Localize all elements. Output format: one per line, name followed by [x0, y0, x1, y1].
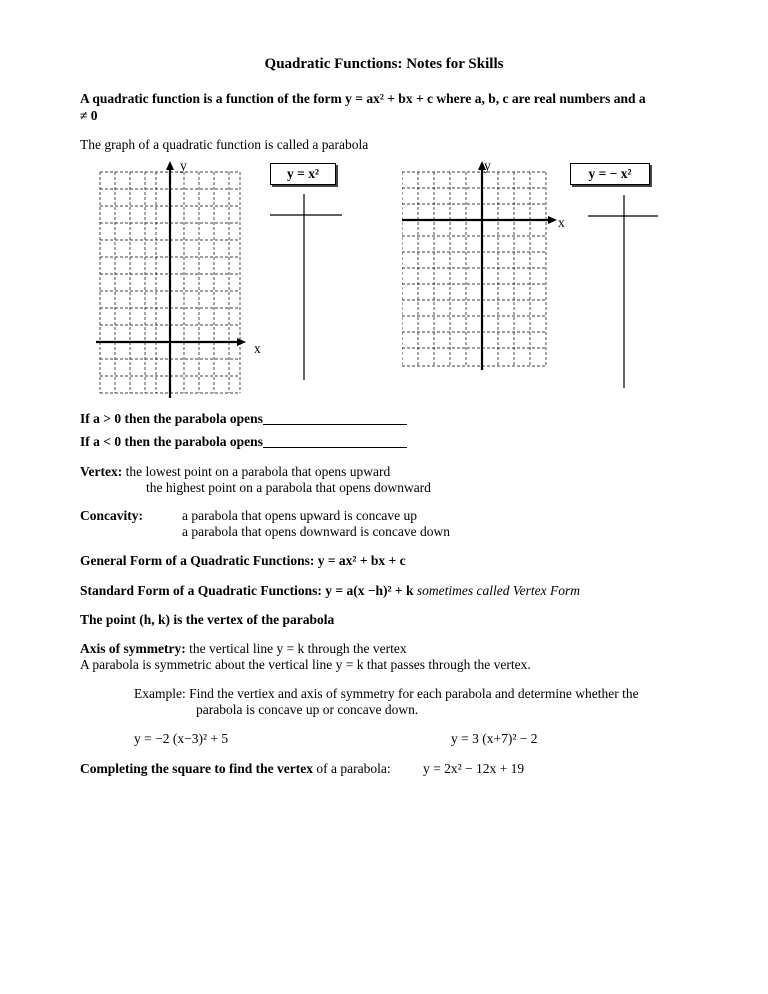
- completing-label: Completing the square to find the vertex: [80, 761, 313, 776]
- graph-2-table-sketch: [588, 192, 668, 392]
- graph-2-y-label: y: [484, 158, 491, 173]
- definition-line-2: ≠ 0: [80, 108, 98, 123]
- graph-2-equation-box: [570, 163, 650, 185]
- axis-def: [80, 641, 407, 657]
- graph-1-table-sketch: [270, 192, 350, 382]
- example-equation-2: y = 3 (x+7)² − 2: [451, 731, 538, 746]
- graph-2-grid: [402, 158, 562, 373]
- vertex-text-1: the lowest point on a parabola that opens upward: [125, 464, 391, 479]
- graph-2-x-label: x: [558, 215, 565, 230]
- opens-positive: [80, 411, 407, 427]
- concavity-def-1: a parabola that opens upward is concave up: [182, 508, 418, 523]
- graph-1-y-label: y: [180, 158, 187, 173]
- graph-intro: The graph of a quadratic function is called a parabola: [80, 137, 369, 152]
- example-line-1: Example: Find the vertiex and axis of symmetry for each parabola and determine whether the: [134, 686, 639, 701]
- graph-1-equation: y = x²: [287, 166, 319, 181]
- standard-form-text: Standard Form of a Quadratic Functions: y = a(x −h)² + k: [80, 583, 414, 598]
- axis-line-2: A parabola is symmetric about the vertical line y = k that passes through the vertex.: [80, 657, 531, 672]
- axis-text: the vertical line y = k through the vertex: [189, 641, 407, 656]
- completing-equation: y = 2x² − 12x + 19: [423, 761, 525, 776]
- graph-1-grid: [96, 158, 246, 398]
- opens-negative-blank[interactable]: [263, 435, 407, 448]
- vertex-def-2: the highest point on a parabola that opens downward: [146, 480, 431, 495]
- standard-form: [80, 583, 580, 599]
- example-equation-1: y = −2 (x−3)² + 5: [134, 731, 229, 746]
- graph-1-equation-box: [270, 163, 336, 185]
- vertex-def-1: [80, 464, 390, 480]
- example-line-2: parabola is concave up or concave down.: [196, 702, 419, 717]
- vertex-point-statement: The point (h, k) is the vertex of the parabola: [80, 612, 335, 627]
- page-title: Quadratic Functions: Notes for Skills: [264, 56, 504, 72]
- opens-negative-text: If a < 0 then the parabola opens: [80, 434, 263, 449]
- graph-1-x-label: x: [254, 341, 261, 356]
- opens-positive-blank[interactable]: [263, 412, 407, 425]
- general-form: General Form of a Quadratic Functions: y = ax² + bx + c: [80, 553, 406, 568]
- opens-positive-text: If a > 0 then the parabola opens: [80, 411, 263, 426]
- graph-2-equation: y = − x²: [588, 166, 632, 181]
- standard-form-note: sometimes called Vertex Form: [416, 583, 580, 598]
- opens-negative: [80, 434, 407, 450]
- vertex-term: Vertex:: [80, 464, 123, 479]
- concavity-def-2: a parabola that opens downward is concave down: [182, 524, 451, 539]
- axis-term: Axis of symmetry:: [80, 641, 186, 656]
- concavity-term: Concavity:: [80, 508, 143, 523]
- completing-square: [80, 761, 391, 777]
- definition-line-1: A quadratic function is a function of the form y = ax² + bx + c where a, b, c are real numbers and a: [80, 91, 646, 106]
- completing-rest: of a parabola:: [312, 761, 391, 776]
